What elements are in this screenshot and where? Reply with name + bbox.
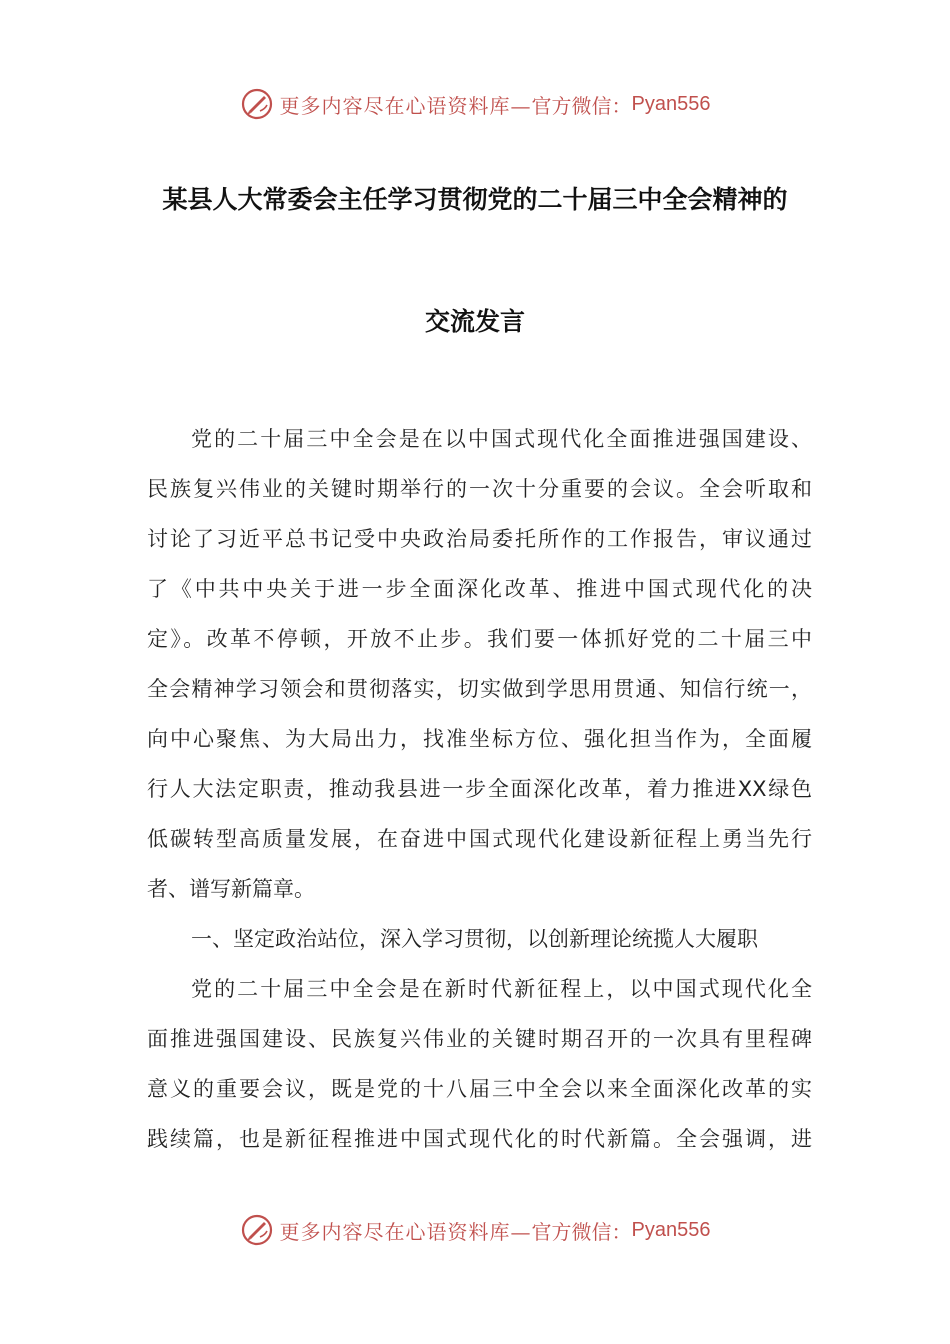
body-line: 讨论了习近平总书记受中央政治局委托所作的工作报告，审议通过 [147,527,812,551]
header-watermark-banner [0,80,950,128]
body-line: 者、谱写新篇章。 [147,877,315,901]
body-line: 向中心聚焦、为大局出力，找准坐标方位、强化担当作为，全面履 [147,727,812,751]
body-line: 践续篇，也是新征程推进中国式现代化的时代新篇。全会强调，进 [147,1127,812,1151]
body-line: 意义的重要会议，既是党的十八届三中全会以来全面深化改革的实 [147,1077,812,1101]
body-line: 面推进强国建设、民族复兴伟业的关键时期召开的一次具有里程碑 [147,1027,812,1051]
document-title-line-1: 某县人大常委会主任学习贯彻党的二十届三中全会精神的 [162,185,788,214]
pen-circle-logo-icon [240,87,274,121]
footer-watermark-banner [0,1206,950,1254]
pen-circle-logo-icon [240,1213,274,1247]
banner-wechat-id: Pyan556 [631,1218,711,1241]
document-body [147,414,812,1164]
body-line: 民族复兴伟业的关键时期举行的一次十分重要的会议。全会听取和 [147,477,812,501]
section-heading: 一、坚定政治站位，深入学习贯彻，以创新理论统揽人大履职 [191,927,758,951]
body-line: 党的二十届三中全会是在以中国式现代化全面推进强国建设、 [191,427,812,451]
banner-wechat-label: 官方微信： [531,1219,632,1244]
body-line: 低碳转型高质量发展，在奋进中国式现代化建设新征程上勇当先行 [147,827,812,851]
banner-text: 更多内容尽在心语资料库— [279,1219,532,1244]
banner-text: 更多内容尽在心语资料库— [279,93,532,118]
banner-wechat-label: 官方微信： [531,93,632,118]
body-line: 了《中共中央关于进一步全面深化改革、推进中国式现代化的决 [147,577,812,601]
body-line: 党的二十届三中全会是在新时代新征程上，以中国式现代化全 [191,977,812,1001]
body-line: 定》。改革不停顿，开放不止步。我们要一体抓好党的二十届三中 [147,627,812,651]
body-line: 全会精神学习领会和贯彻落实，切实做到学思用贯通、知信行统一， [147,677,812,701]
document-title-line-2: 交流发言 [424,307,525,336]
banner-wechat-id: Pyan556 [631,92,711,115]
body-line: 行人大法定职责，推动我县进一步全面深化改革，着力推进XX绿色 [147,777,812,801]
